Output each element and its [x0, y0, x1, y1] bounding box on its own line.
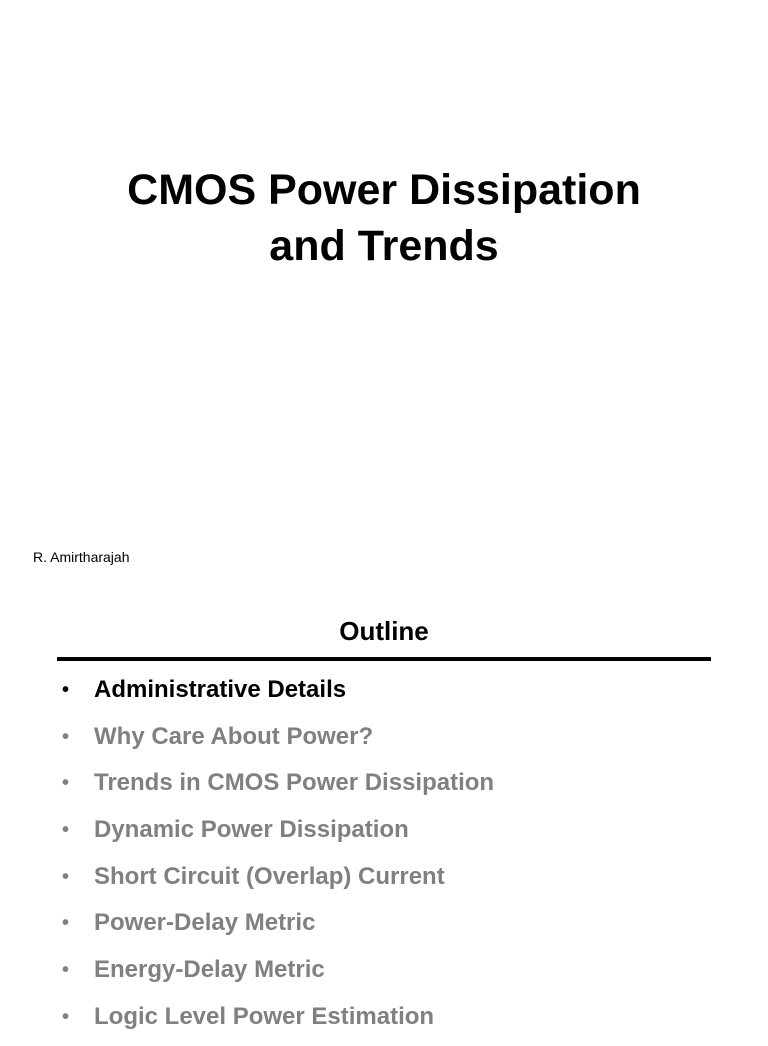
outline-item-label: Trends in CMOS Power Dissipation [94, 769, 495, 797]
author-name: R. Amirtharajah [33, 549, 130, 565]
title-line-2: and Trends [269, 222, 499, 270]
bullet-icon: • [62, 1005, 70, 1028]
outline-item-label: Logic Level Power Estimation [94, 1002, 435, 1030]
slide-title [0, 162, 768, 274]
outline-item-label: Power-Delay Metric [94, 909, 316, 937]
outline-item-label: Energy-Delay Metric [94, 956, 325, 984]
bullet-icon: • [62, 725, 70, 748]
heading-divider [57, 657, 711, 661]
bullet-icon: • [62, 865, 70, 888]
bullet-icon: • [62, 912, 70, 935]
outline-item-label: Why Care About Power? [94, 722, 374, 750]
bullet-icon: • [62, 959, 70, 982]
title-line-1: CMOS Power Dissipation [127, 166, 641, 214]
outline-item-label: Administrative Details [94, 676, 347, 703]
outline-item-label: Dynamic Power Dissipation [94, 816, 409, 844]
bullet-icon: • [62, 772, 70, 795]
outline-item-label: Short Circuit (Overlap) Current [94, 862, 445, 890]
bullet-icon: • [62, 679, 70, 701]
outline-heading: Outline [339, 616, 429, 646]
bullet-icon: • [62, 819, 70, 842]
